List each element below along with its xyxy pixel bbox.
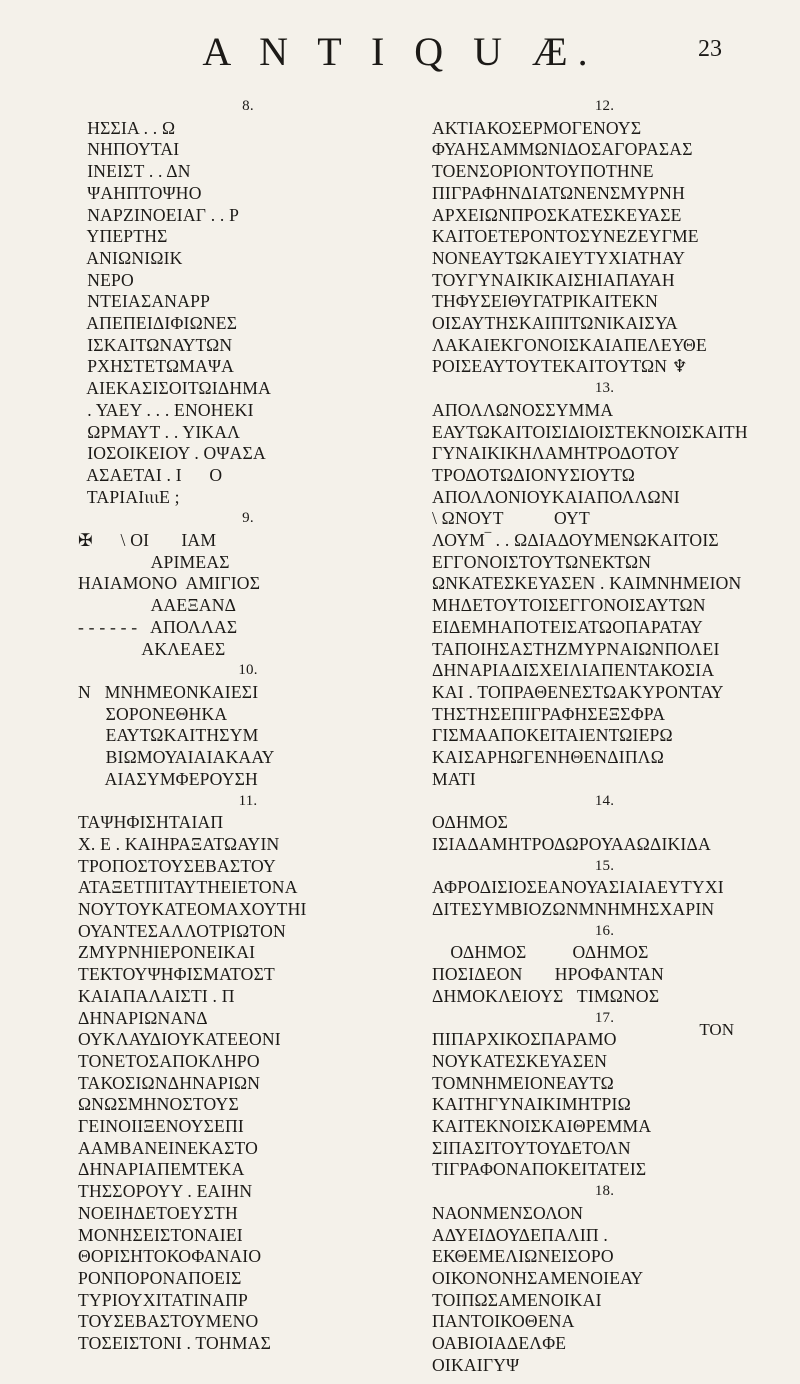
inscription-line: ΙΝΕΙΣΤ . . ΔΝ [78,161,191,182]
inscription-line: ΕΚΘΕΜΕΛΙΩΝΕΙΣΟΡΟ [432,1246,614,1267]
inscription-number: 12. [594,98,615,114]
inscription-line: ΣΙΠΑΣΙΤΟΥΤΟΥΔΕΤΟΛΝ [432,1137,631,1158]
inscription-line: ΤΟΕΝΣΟΡΙΟΝΤΟΥΠΟΤΗΝΕ [432,161,654,182]
inscription-line: ΑΤΑΞΕΤΠΙΤΑΥΤΗΕΙΕΤΟΝΑ [78,877,298,898]
inscription-line: ΙΟΣΟΙΚΕΙΟΥ . ΟΨΑΣΑ [78,443,266,464]
inscription-line: ΤΑΡΙΑΙιιιΕ ; [78,486,180,507]
page-number: 23 [698,36,722,62]
inscription-line: ΕΙΔΕΜΗΑΠΟΤΕΙΣΑΤΩΟΠΑΡΑΤΑΥ [432,616,703,637]
inscription-line: ΤΑΚΟΣΙΩΝΔΗΝΑΡΙΩΝ [78,1072,261,1093]
inscription-line: ΡΧΗΣΤΕΤΩΜΑΨΑ [78,356,235,377]
inscription-line: ΑΚΛΕΑΕΣ [78,638,226,659]
inscription-line: ΚΑΙΑΠΑΛΑΙΣΤΙ . Π [78,985,235,1006]
inscription-line: Χ. Ε . ΚΑΙΗΡΑΞΑΤΩΑΥΙΝ [78,833,280,854]
inscription-line: ΤΑΨΗΦΙΣΗΤΑΙΑΠ [78,812,224,833]
inscription-line: ΑΑΜΒΑΝΕΙΝΕΚΑΣΤΟ [78,1137,259,1158]
inscription-line: ΔΗΝΑΡΙΩΝΑΝΔ [78,1007,208,1028]
inscription-number: 11. [238,792,258,809]
inscription-line: ΤΗΣΤΗΣΕΠΙΓΡΑΦΗΣΕΞΣΦΡΑ [432,703,666,724]
inscription-line: ΚΑΙ . ΤΟΠΡΑΘΕΝΕΣΤΩΑΚΥΡΟΝΤΑΥ [432,681,724,702]
inscription-line: ΚΑΙΤΕΚΝΟΙΣΚΑΙΘΡΕΜΜΑ [432,1116,652,1137]
inscription-line: ΨΑΗΠΤΟΨΗΟ [78,182,202,203]
inscription-line: ΝΟΕΙΗΔΕΤΟΕΥΣΤΗ [78,1202,238,1223]
inscription-line: ΖΜΥΡΝΗΙΕΡΟΝΕΙΚΑΙ [78,942,256,963]
inscription-line: ΝΕΡΟ [78,269,134,290]
inscription-line: ΝΑΟΝΜΕΝΣΟΛΟΝ [432,1202,584,1223]
inscription-line: ΟΔΗΜΟΣ [432,812,509,833]
inscription-line: ΔΗΝΑΡΙΑΠΕΜΤΕΚΑ [78,1159,245,1180]
inscription-line: ΑΝΙΩΝΙΩΙΚ [78,247,183,268]
inscription-line: ΝΟΝΕΑΥΤΩΚΑΙΕΥΤΥΧΙΑΤΗΑΥ [432,247,686,268]
inscription-number: 13. [594,380,615,397]
inscription-line: ΝΑΡΖΙΝΟΕΙΑΓ . . Ρ [78,204,240,225]
inscription-line: ΡΟΝΠΟΡΟΝΑΠΟΕΙΣ [78,1267,242,1288]
right-column [432,96,777,1376]
inscription-line: ΣΟΡΟΝΕΘΗΚΑ [78,703,228,724]
inscription-line: ΤΗΦΥΣΕΙΘΥΓΑΤΡΙΚΑΙΤΕΚΝ [432,291,659,312]
inscription-line: ΝΟΥΤΟΥΚΑΤΕΟΜΑΧΟΥΤΗΙ [78,899,307,920]
inscription-line: ΤΟΣΕΙΣΤΟΝΙ . ΤΟΗΜΑΣ [78,1333,272,1354]
inscription-line: ΤΟΥΓΥΝΑΙΚΙΚΑΙΣΗΙΑΠΑΥΑΗ [432,269,675,290]
running-head: A N T I Q U Æ. [202,29,598,74]
inscription-line: ΩΡΜΑΥΤ . . ΥΙΚΑΛ [78,421,241,442]
inscription-line: ΟΔΗΜΟΣ ΟΔΗΜΟΣ [432,942,649,963]
inscription-line: ΚΑΙΣΑΡΗΩΓΕΝΗΘΕΝΔΙΠΛΩ [432,747,664,768]
inscription-line: ΙΣΙΑΔΑΜΗΤΡΟΔΩΡΟΥΑΑΩΔΙΚΙΔΑ [432,833,711,854]
inscription-line: ΛΟΥΜ‾ . . ΩΔΙΑΔΟΥΜΕΝΩΚΑΙΤΟΙΣ [432,530,719,551]
inscription-line: ΜΑΤΙ [432,768,476,789]
inscription-line: ΟΙΚΑΙΓΥΨ [432,1354,520,1375]
inscription-line: ΓΙΣΜΑΑΠΟΚΕΙΤΑΙΕΝΤΩΙΕΡΩ [432,725,673,746]
inscription-line: ΤΕΚΤΟΥΨΗΦΙΣΜΑΤΟΣΤ [78,964,275,985]
inscription-line: ΙΣΚΑΙΤΩΝΑΥΤΩΝ [78,334,233,355]
inscription-line: - - - - - - ΑΠΟΛΛΑΣ [78,616,238,637]
inscription-line: ΤΙΓΡΑΦΟΝΑΠΟΚΕΙΤΑΤΕΙΣ [432,1159,647,1180]
inscription-line: ΠΙΓΡΑΦΗΝΔΙΑΤΩΝΕΝΣΜΥΡΝΗ [432,182,685,203]
inscription-line: ΑΠΕΠΕΙΔΙΦΙΩΝΕΣ [78,313,238,334]
inscription-line: ΘΟΡΙΣΗΤΟΚΟΦΑΝΑΙΟ [78,1246,262,1267]
inscription-number: 8. [242,98,254,114]
inscription-line: ΤΥΡΙΟΥΧΙΤΑΤΙΝΑΠΡ [78,1289,249,1310]
inscription-line: ΑΙΕΚΑΣΙΣΟΙΤΩΙΔΗΜΑ [78,378,271,399]
inscription-line: ΛΑΚΑΙΕΚΓΟΝΟΙΣΚΑΙΑΠΕΛΕΥΘΕ [432,334,707,355]
inscription-line: ΤΟΝΕΤΟΣΑΠΟΚΛΗΡΟ [78,1050,260,1071]
inscription-line: ΓΕΙΝΟΙΙΞΕΝΟΥΣΕΠΙ [78,1116,244,1137]
inscription-line: ΑΡΧΕΙΩΝΠΡΟΣΚΑΤΕΣΚΕΥΑΣΕ [432,204,682,225]
inscription-line: ΒΙΩΜΟΥΑΙΑΙΑΚΑΑΥ [78,747,275,768]
inscription-line: ΤΟΙΠΩΣΑΜΕΝΟΙΚΑΙ [432,1289,602,1310]
inscription-number: 14. [594,792,615,809]
inscription-line: ΗΣΣΙΑ . . Ω [78,117,176,138]
inscription-line: ΑΔΥΕΙΔΟΥΔΕΠΑΛΙΠ . [432,1224,609,1245]
inscription-line: ΚΑΙΤΟΕΤΕΡΟΝΤΟΣΥΝΕΖΕΥΓΜΕ [432,226,699,247]
inscription-line: ΤΟΜΝΗΜΕΙΟΝΕΑΥΤΩ [432,1072,614,1093]
inscription-number: 18. [594,1183,615,1200]
inscription-number: 15. [594,857,615,874]
inscription-number: 16. [594,922,615,939]
inscription-line: ΕΑΥΤΩΚΑΙΤΟΙΣΙΔΙΟΙΣΤΕΚΝΟΙΣΚΑΙΤΗ [432,421,748,442]
inscription-line: ΑΠΟΛΛΟΝΙΟΥΚΑΙΑΠΟΛΛΩΝΙ [432,486,680,507]
inscription-line: ΦΥΑΗΣΑΜΜΩΝΙΔΟΣΑΓΟΡΑΣΑΣ [432,139,693,160]
inscription-line: ΑΠΟΛΛΩΝΟΣΣΥΜΜΑ [432,399,614,420]
left-column [78,96,418,1355]
inscription-line: ΑΡΙΜΕΑΣ [78,551,230,572]
inscription-line: ΔΗΝΑΡΙΑΔΙΣΧΕΙΛΙΑΠΕΝΤΑΚΟΣΙΑ [432,660,715,681]
inscription-line: ΤΑΠΟΙΗΣΑΣΤΗΖΜΥΡΝΑΙΩΝΠΟΛΕΙ [432,638,720,659]
inscription-line: ΑΑΕΞΑΝΔ [78,595,237,616]
inscription-line: ΕΓΓΟΝΟΙΣΤΟΥΤΩΝΕΚΤΩΝ [432,551,652,572]
inscription-line: ΤΟΥΣΕΒΑΣΤΟΥΜΕΝΟ [78,1311,259,1332]
inscription-line: ΠΟΣΙΔΕΟΝ ΗΡΟΦΑΝΤΑΝ [432,964,664,985]
inscription-number: 9. [242,510,254,527]
inscription-line: ΤΗΣΣΟΡΟΥΥ . ΕΑΙΗΝ [78,1181,253,1202]
inscription-line: ΑΚΤΙΑΚΟΣΕΡΜΟΓΕΝΟΥΣ [432,117,642,138]
inscription-line: ΟΥΑΝΤΕΣΑΛΛΟΤΡΙΩΤΟΝ [78,920,286,941]
inscription-line: ΟΥΚΛΑΥΔΙΟΥΚΑΤΕΕΟΝΙ [78,1029,281,1050]
page-header [0,28,800,75]
inscription-line: . ΥΑΕΥ . . . ΕΝΟΗΕΚΙ [78,399,254,420]
inscription-line: ΝΟΥΚΑΤΕΣΚΕΥΑΣΕΝ [432,1050,608,1071]
inscription-line: ΜΗΔΕΤΟΥΤΟΙΣΕΓΓΟΝΟΙΣΑΥΤΩΝ [432,595,706,616]
inscription-line: ΑΙΑΣΥΜΦΕΡΟΥΣΗ [78,768,258,789]
inscription-line: ΟΑΒΙΟΙΑΔΕΛΦΕ [432,1333,567,1354]
inscription-line: ΥΠΕΡΤΗΣ [78,226,168,247]
inscription-line: ΤΡΟΔΟΤΩΔΙΟΝΥΣΙΟΥΤΩ [432,464,636,485]
inscription-line: ΟΙΣΑΥΤΗΣΚΑΙΠΙΤΩΝΙΚΑΙΣΥΑ [432,313,678,334]
catchword: TON [699,1020,734,1039]
inscription-line: ΗΑΙΑΜΟΝΟ ΑΜΙΓΙΟΣ [78,573,261,594]
inscription-line: ΔΗΜΟΚΛΕΙΟΥΣ ΤΙΜΩΝΟΣ [432,985,660,1006]
inscription-line: ΟΙΚΟΝΟΝΗΣΑΜΕΝΟΙΕΑΥ [432,1267,644,1288]
inscription-line: ΓΥΝΑΙΚΙΚΗΛΑΜΗΤΡΟΔΟΤΟΥ [432,443,680,464]
inscription-line: ΚΑΙΤΗΓΥΝΑΙΚΙΜΗΤΡΙΩ [432,1094,631,1115]
inscription-line: ΑΣΑΕΤΑΙ . Ι Ο [78,464,223,485]
inscription-line: ΠΑΝΤΟΙΚΟΘΕΝΑ [432,1311,575,1332]
inscription-line: \ ΩΝΟΥΤ ΟΥΤ [432,508,590,529]
inscription-line: ✠ \ ΟΙ ΙΑΜ [78,530,217,551]
inscription-line: ΩΝΚΑΤΕΣΚΕΥΑΣΕΝ . ΚΑΙΜΝΗΜΕΙΟΝ [432,573,742,594]
inscription-line: ΝΗΠΟΥΤΑΙ [78,139,180,160]
inscription-line: ΡΟΙΣΕΑΥΤΟΥΤΕΚΑΙΤΟΥΤΩΝ ♆ [432,356,688,377]
inscription-line: ΑΦΡΟΔΙΣΙΟΣΕΑΝΟΥΑΣΙΑΙΑΕΥΤΥΧΙ [432,877,724,898]
inscription-line: ΤΡΟΠΟΣΤΟΥΣΕΒΑΣΤΟΥ [78,855,276,876]
inscription-number: 17. [594,1009,615,1026]
inscription-line: ΔΙΤΕΣΥΜΒΙΟΖΩΝΜΝΗΜΗΣΧΑΡΙΝ [432,899,715,920]
inscription-line: ΠΙΠΑΡΧΙΚΟΣΠΑΡΑΜΟ [432,1029,617,1050]
inscription-line: ΝΤΕΙΑΣΑΝΑΡΡ [78,291,211,312]
inscription-line: Ν ΜΝΗΜΕΟΝΚΑΙΕΣΙ [78,681,259,702]
inscription-line: ΩΝΩΣΜΗΝΟΣΤΟΥΣ [78,1094,239,1115]
inscription-line: ΕΑΥΤΩΚΑΙΤΗΣΥΜ [78,725,259,746]
inscription-number: 10. [238,662,258,679]
inscription-line: ΜΟΝΗΣΕΙΣΤΟΝΑΙΕΙ [78,1224,243,1245]
